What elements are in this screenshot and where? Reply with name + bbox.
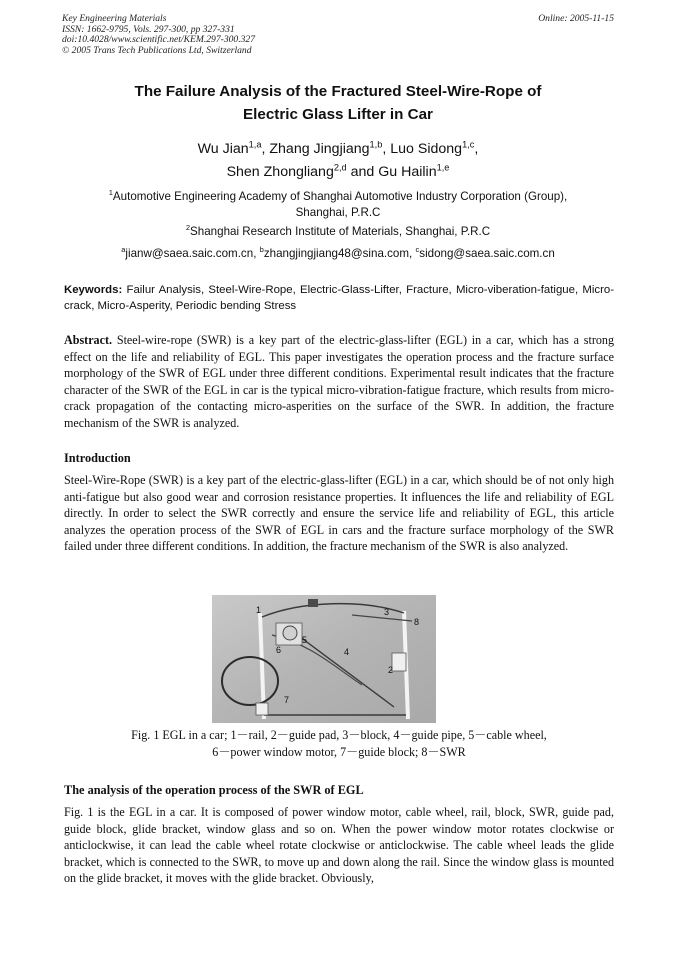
issn-line: ISSN: 1662-9795, Vols. 297-300, pp 327-331 [62,23,235,35]
caption-line-1: Fig. 1 EGL in a car; 1－rail, 2－guide pad, 3－block, 4－guide pipe, 5－cable wheel, [131,728,547,742]
figure-label-5: 5 [302,635,308,645]
figure-label-3: 3 [384,607,390,617]
section-2-text: Fig. 1 is the EGL in a car. It is composed of power window motor, cable wheel, rail, block, SWR, guide pad, guide block, glide bracket, window glass and so on. When the power window motor rotates clockwise or anticlockwise, it can lead the cable wheel rotate clockwise or anticlockwise. The cable wheel leads the glide bracket, which is connected to the SWR, to move up and down along the rail. Since the window glass is mounted on the glide bracket, it moves with the glide bracket. Obviously, [64,805,614,886]
author-line-1: Wu Jian$^{1,a}$, Zhang Jingjiang$^{1,b}$, Luo Sidong$^{1,c}$, [197,139,479,157]
affiliation-2: $^2$Shanghai Research Institute of Materials, Shanghai, P.R.C [185,223,491,238]
affiliation-1-line-2: Shanghai, P.R.C [295,205,381,219]
keywords [64,282,614,314]
introduction-heading: Introduction [64,451,131,465]
keywords-label: Keywords: [64,284,123,296]
figure-label-6: 6 [276,645,282,655]
abstract [64,332,614,432]
author-affil-sup: 2,d [333,161,347,172]
introduction-text: Steel-Wire-Rope (SWR) is a key part of the electric-glass-lifter (EGL) in a car, which should be of not only high anti-fatigue but also good wear and corrosion resistance properties. It influences the life and reliability of EGL directly. In order to select the SWR correctly and ensure the service life and reliability of EGL, this article analyzes the operation process of the SWR of EGL in cars and the fracture surface morphology of the SWR failed under three different conditions. In addition, the fracture mechanism of the SWR is also analyzed. [64,473,614,554]
author-name: Zhang Jingjiang [269,141,370,157]
author-affil-sup: 1,a [248,139,262,150]
author-affil-sup: 1,b [369,139,383,150]
caption-line-2: 6－power window motor, 7－guide block; 8－SWR [212,744,466,759]
author-name: Wu Jian [197,141,249,157]
affiliation-1 [62,189,614,220]
journal-header [62,14,255,56]
author-affil-sup: 1,c [462,139,475,150]
doi-line: doi:10.4028/www.scientific.net/KEM.297-300.327 [62,34,256,46]
paper-title [62,80,614,126]
figure-label-8: 8 [414,617,420,627]
email-link[interactable]: jianw@saea.saic.com.cn [125,247,254,260]
author-conjunction: and [350,163,375,180]
affiliation-sup: 2 [185,223,191,233]
email-line: $^a$jianw@saea.saic.com.cn, $^b$zhangjingjiang48@sina.com, $^c$sidong@saea.saic.com.cn [121,245,555,260]
email-link[interactable]: zhangjingjiang48@sina.com [263,247,410,260]
copyright-line: © 2005 Trans Tech Publications Ltd, Switzerland [62,44,252,56]
online-date: Online: 2005-11-15 [538,13,614,24]
email-link[interactable]: sidong@saea.saic.com.cn [419,247,555,260]
abstract-label: Abstract. [64,333,113,347]
abstract-text: Steel-wire-rope (SWR) is a key part of the electric-glass-lifter (EGL) in a car, which has a strong effect on the life and reliability of EGL. This paper investigates the operation process and the fracture surface morphology of the SWR of EGL under three different conditions. Experimental result indicates that the fracture character of the SWR of the EGL in car is the typical micro-vibration-fatigue fracture, which results from micro-crack propagation of the contacting micro-asperities on the surface of the SWR. In addition, the fracture mechanism of the SWR is analyzed. [64,333,614,430]
affiliation-sup: 1 [108,188,113,198]
section-2-heading: The analysis of the operation process of the SWR of EGL [64,783,364,797]
title-line-2: Electric Glass Lifter in Car [243,106,433,123]
author-list [62,138,614,183]
author-line-2 [62,161,614,184]
author-name: Shen Zhongliang [226,163,334,180]
affiliation-1-line-1: $^1$Automotive Engineering Academy of Shanghai Automotive Industry Corporation (Group), [108,188,568,203]
author-name: Luo Sidong [390,141,463,157]
journal-name: Key Engineering Materials [62,13,167,24]
figure-label-2: 2 [388,665,394,675]
figure-label-7: 7 [284,695,290,705]
figure-label-1: 1 [256,605,262,615]
author-name: Gu Hailin [378,163,437,180]
keywords-text: Failur Analysis, Steel-Wire-Rope, Electric-Glass-Lifter, Fracture, Micro-viberation-fatigue, Micro-crack, Micro-Asperity, Periodic bending Stress [64,284,614,312]
author-affil-sup: 1,e [436,161,450,172]
figure-1-caption [64,727,614,760]
figure-label-4: 4 [344,647,350,657]
figure-1-photo [212,595,436,723]
title-line-1: The Failure Analysis of the Fractured Steel-Wire-Rope of [134,83,542,100]
